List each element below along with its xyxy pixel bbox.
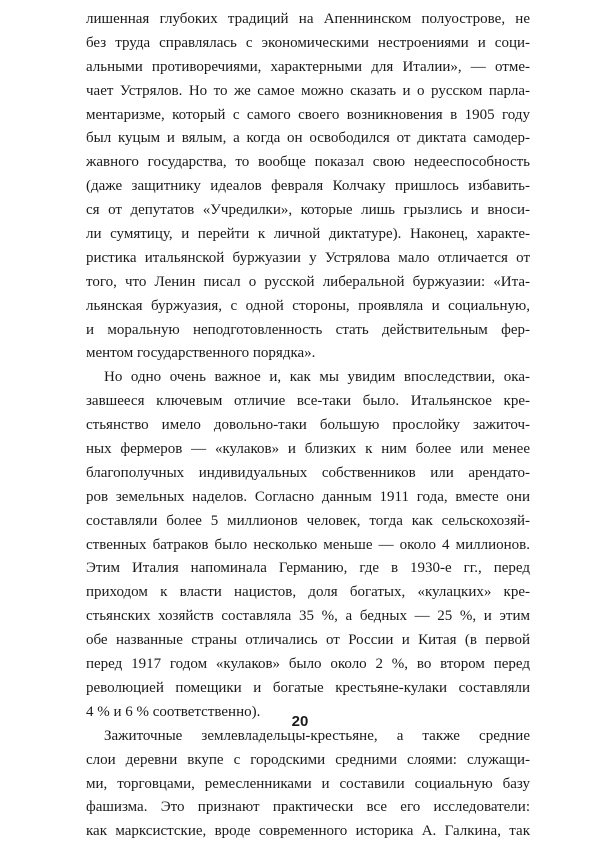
- text-line: был куцым и вялым, а когда он освободился от диктата самодер-: [86, 130, 530, 147]
- text-line: завшееся ключевым отличие все-таки было. Итальянское кре-: [86, 393, 530, 410]
- text-line: приходом к власти нацистов, доля богатых, «кулацких» кре-: [86, 584, 530, 601]
- text-line: как марксистские, вроде современного историка А. Галкина, так: [86, 823, 530, 840]
- text-line: без труда справлялась с экономическими нестроениями и соци-: [86, 34, 530, 51]
- text-line: составляли более 5 миллионов человек, тогда как сельскохозяй-: [86, 512, 530, 529]
- text-line: Этим Италия напоминала Германию, где в 1930-е гг., перед: [86, 560, 530, 577]
- text-line: стьянство имело довольно-таки большую прослойку зажиточ-: [86, 417, 530, 434]
- text-line: ных фермеров — «кулаков» и близких к ним более или менее: [86, 441, 530, 458]
- text-line: и моральную неподготовленность стать действительным фер-: [86, 321, 530, 338]
- text-line: ли сумятицу, и перейти к личной диктатуре). Наконец, характе-: [86, 226, 530, 243]
- text-line: ментом государственного порядка».: [86, 345, 316, 362]
- text-line: (даже защитнику идеалов февраля Колчаку пришлось избавить-: [86, 178, 530, 195]
- text-line: чает Устрялов. Но то же самое можно сказать и о русском парла-: [86, 82, 530, 99]
- text-line: обе названные страны отличались от России и Китая (в первой: [86, 632, 530, 649]
- text-line: 4 % и 6 % соответственно).: [86, 703, 261, 720]
- text-line: ми, торговцами, ремесленниками и составили социальную базу: [86, 775, 530, 792]
- text-line: Зажиточные землевладельцы-крестьяне, а также средние: [104, 727, 530, 744]
- text-line: ментаризме, который с самого своего возникновения в 1905 году: [86, 106, 530, 123]
- text-line: ся от депутатов «Учредилки», которые лишь грызлись и вноси-: [86, 202, 530, 219]
- text-line: революцией помещики и богатые крестьяне-кулаки составляли: [86, 679, 530, 696]
- text-line: перед 1917 годом «кулаков» было около 2 %, во втором перед: [86, 656, 530, 673]
- text-line: благополучных индивидуальных собственников или арендато-: [86, 464, 530, 481]
- text-line: ристика итальянской буржуазии у Устрялова мало отличается от: [86, 249, 530, 266]
- page-number: 20: [291, 713, 309, 730]
- text-line: жавного государства, то вообще показал свою недееспособность: [86, 154, 530, 171]
- text-line: стьянских хозяйств составляла 35 %, а бедных — 25 %, и этим: [86, 608, 530, 625]
- text-line: ственных батраков было несколько меньше — около 4 миллионов.: [86, 536, 530, 553]
- text-line: Но одно очень важное и, как мы увидим впоследствии, ока-: [104, 369, 530, 386]
- text-line: ров земельных наделов. Согласно данным 1911 года, вместе они: [86, 488, 530, 505]
- text-line: слои деревни вкупе с городскими средними слоями: служащи-: [86, 751, 530, 768]
- text-line: лишенная глубоких традиций на Апеннинском полуострове, не: [86, 11, 530, 27]
- text-line: льянская буржуазия, с одной стороны, проявляла и социальную,: [86, 297, 530, 314]
- text-line: альными противоречиями, характерными для Италии», — отме-: [86, 58, 530, 75]
- text-line: того, что Ленин писал о русской либеральной буржуазии: «Ита-: [86, 273, 530, 290]
- text-line: фашизма. Это признают практически все его исследователи:: [86, 799, 530, 816]
